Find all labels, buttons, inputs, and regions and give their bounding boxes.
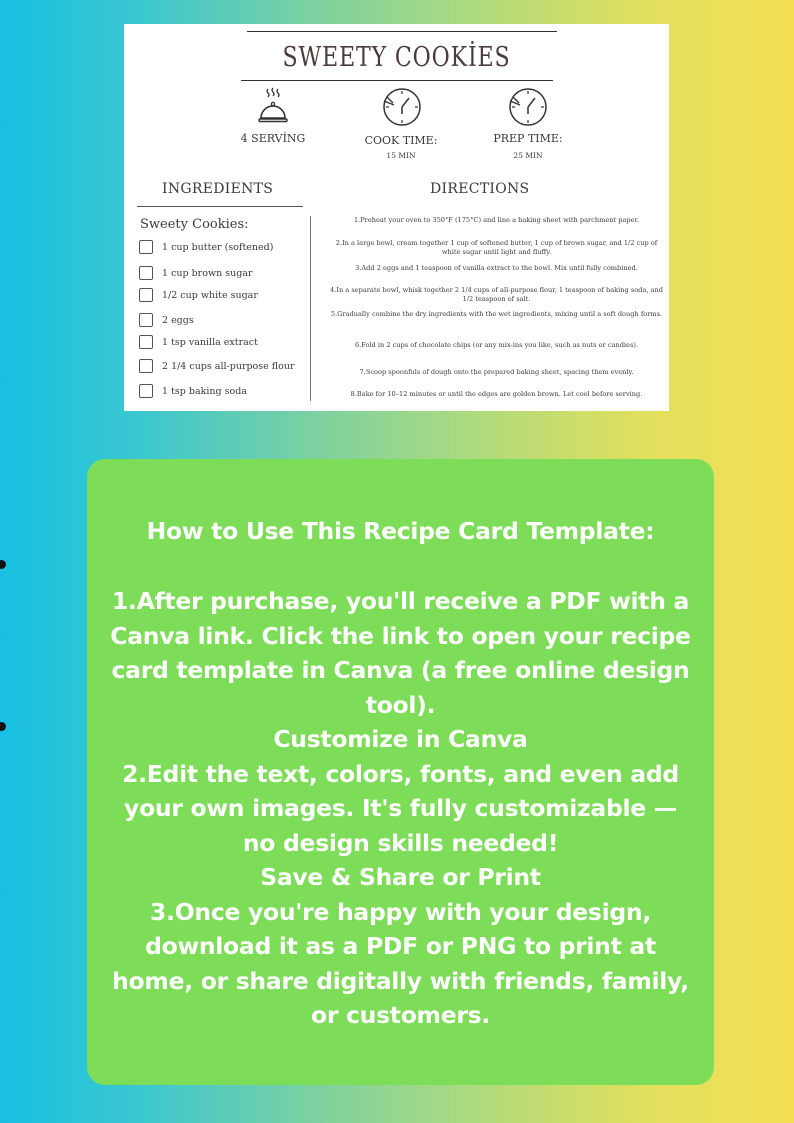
ingredient-checkbox[interactable]	[139, 240, 153, 254]
ingredient-text: 2 1/4 cups all-purpose flour	[162, 360, 295, 372]
instruction-line: 3.Once you're happy with your design,	[150, 897, 651, 926]
ingredients-title: Sweety Cookies:	[140, 217, 249, 232]
directions-heading: DIRECTIONS	[430, 181, 530, 197]
recipe-title: SWEETY COOKİES	[282, 42, 511, 73]
ingredient-checkbox[interactable]	[139, 313, 153, 327]
instruction-line: no design skills needed!	[242, 828, 559, 857]
instruction-line: Canva link. Click the link to open your recipe	[110, 621, 691, 650]
ingredient-checkbox[interactable]	[139, 359, 153, 373]
direction-step: 3.Add 2 eggs and 1 teaspoon of vanilla extract to the bowl. Mix until fully combined.	[355, 264, 638, 272]
title-rule-top	[247, 31, 557, 32]
cloche-icon	[257, 85, 289, 127]
clock-icon	[507, 86, 549, 128]
recipe-card-preview	[124, 24, 669, 411]
instruction-line: home, or share digitally with friends, family,	[112, 966, 689, 995]
ingredient-text: 2 eggs	[162, 314, 194, 326]
ingredient-text: 1 tsp vanilla extract	[162, 336, 258, 348]
ingredient-checkbox[interactable]	[139, 384, 153, 398]
instruction-line: Save & Share or Print	[260, 863, 541, 891]
how-to-use-heading: How to Use This Recipe Card Template:	[146, 517, 655, 545]
ingredient-item	[139, 266, 253, 280]
ingredient-text: 1 cup brown sugar	[162, 267, 253, 279]
direction-step: 4.In a separate bowl, whisk together 2 1/4 cups of all-purpose flour, 1 teaspoon of baking soda, and 1/2 teaspoon of salt.	[330, 286, 663, 303]
direction-step: 1.Preheat your oven to 350°F (175°C) and line a baking sheet with parchment paper.	[353, 216, 640, 224]
instruction-line: tool).	[365, 690, 436, 719]
ingredient-checkbox[interactable]	[139, 288, 153, 302]
prep-time-value: 25 MIN	[513, 151, 543, 160]
decor-dot-bottom	[0, 722, 6, 731]
ingredient-item	[139, 288, 258, 302]
how-to-use-panel	[87, 459, 714, 1085]
cook-time-label: COOK TIME:	[364, 134, 438, 147]
ingredient-text: 1 tsp baking soda	[162, 385, 247, 397]
ingredient-item	[139, 335, 258, 349]
instruction-line: Customize in Canva	[273, 725, 528, 753]
clock-icon	[381, 86, 423, 128]
ingredient-checkbox[interactable]	[139, 266, 153, 280]
ingredient-text: 1/2 cup white sugar	[162, 289, 258, 301]
ingredient-item	[139, 240, 273, 254]
instruction-line: 1.After purchase, you'll receive a PDF with a	[111, 587, 690, 615]
direction-step: 7.Scoop spoonfuls of dough onto the prepared baking sheet, spacing them evenly.	[359, 368, 634, 376]
direction-step: 5.Gradually combine the dry ingredients with the wet ingredients, mixing until a soft dough forms.	[330, 310, 663, 318]
ingredient-item	[139, 359, 295, 373]
ingredient-item	[139, 384, 247, 398]
servings-label: 4 SERVİNG	[240, 132, 306, 145]
cook-time-value: 15 MIN	[386, 151, 416, 160]
direction-step: 8.Bake for 10–12 minutes or until the edges are golden brown. Let cool before serving.	[350, 390, 643, 398]
instruction-line: or customers.	[311, 1001, 490, 1029]
ingredients-rule	[137, 206, 303, 207]
decor-dot-top	[0, 560, 6, 569]
instruction-line: 2.Edit the text, colors, fonts, and even add	[122, 759, 679, 788]
ingredient-item	[139, 313, 194, 327]
instruction-line: download it as a PDF or PNG to print at	[145, 932, 656, 960]
direction-step: 2.In a large bowl, cream together 1 cup of softened butter, 1 cup of brown sugar, and 1/2 cup of white sugar until light and fluffy.	[335, 239, 658, 256]
instruction-line: card template in Canva (a free online design	[111, 656, 690, 684]
ingredients-heading: INGREDIENTS	[162, 181, 274, 197]
title-rule-bottom	[241, 80, 553, 81]
ingredient-text: 1 cup butter (softened)	[162, 241, 274, 253]
direction-step: 6.Fold in 2 cups of chocolate chips (or any mix-ins you like, such as nuts or candies).	[354, 341, 639, 349]
how-to-use-instructions	[101, 584, 700, 1033]
prep-time-label: PREP TIME:	[493, 132, 563, 145]
column-divider	[310, 216, 311, 401]
ingredient-checkbox[interactable]	[139, 335, 153, 349]
instruction-line: your own images. It's fully customizable —	[124, 794, 677, 822]
